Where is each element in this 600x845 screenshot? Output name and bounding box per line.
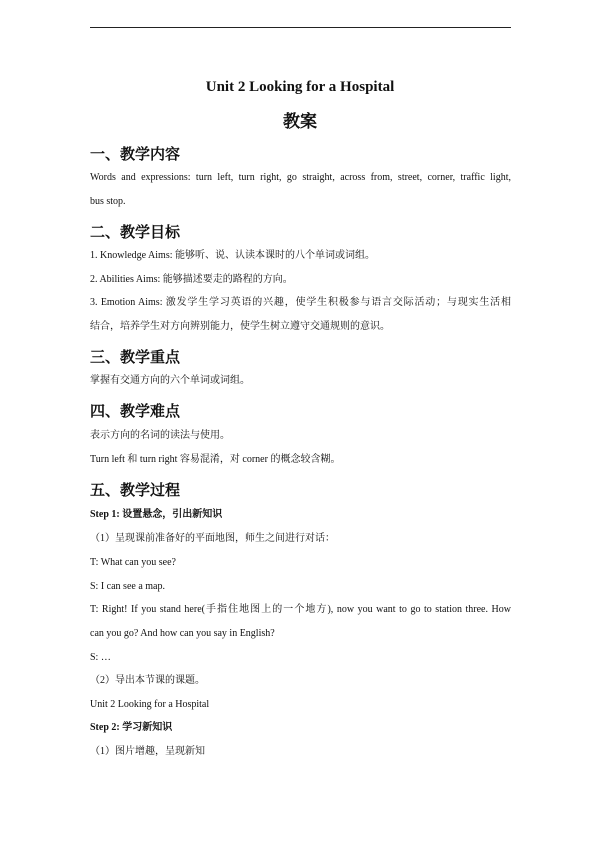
paragraph-line: 表示方向的名词的读法与使用。 [90, 430, 230, 441]
document-subtitle: 教案 [283, 112, 317, 131]
paragraph-line: bus stop. [90, 196, 126, 207]
paragraph-line: 结合，培养学生对方向辨别能力，使学生树立遵守交通规则的意识。 [90, 321, 390, 332]
section-heading-difficulties: 四、教学难点 [90, 402, 181, 420]
document-title: Unit 2 Looking for a Hospital [205, 79, 395, 95]
paragraph-line: Unit 2 Looking for a Hospital [90, 699, 210, 710]
section-heading-content: 一、教学内容 [90, 145, 181, 163]
section-heading-objectives: 二、教学目标 [90, 223, 181, 241]
section-heading-process: 五、教学过程 [90, 481, 181, 499]
header-rule [90, 27, 511, 28]
step-heading: Step 1: 设置悬念，引出新知识 [90, 509, 223, 520]
section-heading-key-points: 三、教学重点 [90, 348, 181, 366]
paragraph-line: Turn left 和 turn right 容易混淆，对 corner 的概念较含糊。 [90, 454, 341, 465]
paragraph-line: （1）呈现课前准备好的平面地图，师生之间进行对话： [90, 533, 335, 544]
paragraph-line: 3. Emotion Aims: 激发学生学习英语的兴趣，使学生积极参与语言交际活动；与现实生活相 [90, 297, 511, 308]
paragraph-line: Words and expressions: turn left, turn right, go straight, across from, street, corner, traffic light, [90, 172, 511, 183]
paragraph-line: 2. Abilities Aims: 能够描述要走的路程的方向。 [90, 274, 293, 285]
dialogue-line: can you go? And how can you say in English? [90, 628, 275, 639]
step-heading: Step 2: 学习新知识 [90, 722, 173, 733]
paragraph-line: （1）图片增趣，呈现新知 [90, 746, 205, 757]
paragraph-line: 掌握有交通方向的六个单词或词组。 [90, 375, 250, 386]
paragraph-line: 1. Knowledge Aims: 能够听、说、认读本课时的八个单词或词组。 [90, 250, 375, 261]
dialogue-line: T: What can you see? [90, 557, 176, 568]
dialogue-line: S: I can see a map. [90, 581, 165, 592]
dialogue-line: T: Right! If you stand here(手指住地图上的一个地方), now you want to go to station three. How [90, 604, 511, 615]
paragraph-line: （2）导出本节课的课题。 [90, 675, 205, 686]
dialogue-line: S: … [90, 652, 111, 663]
